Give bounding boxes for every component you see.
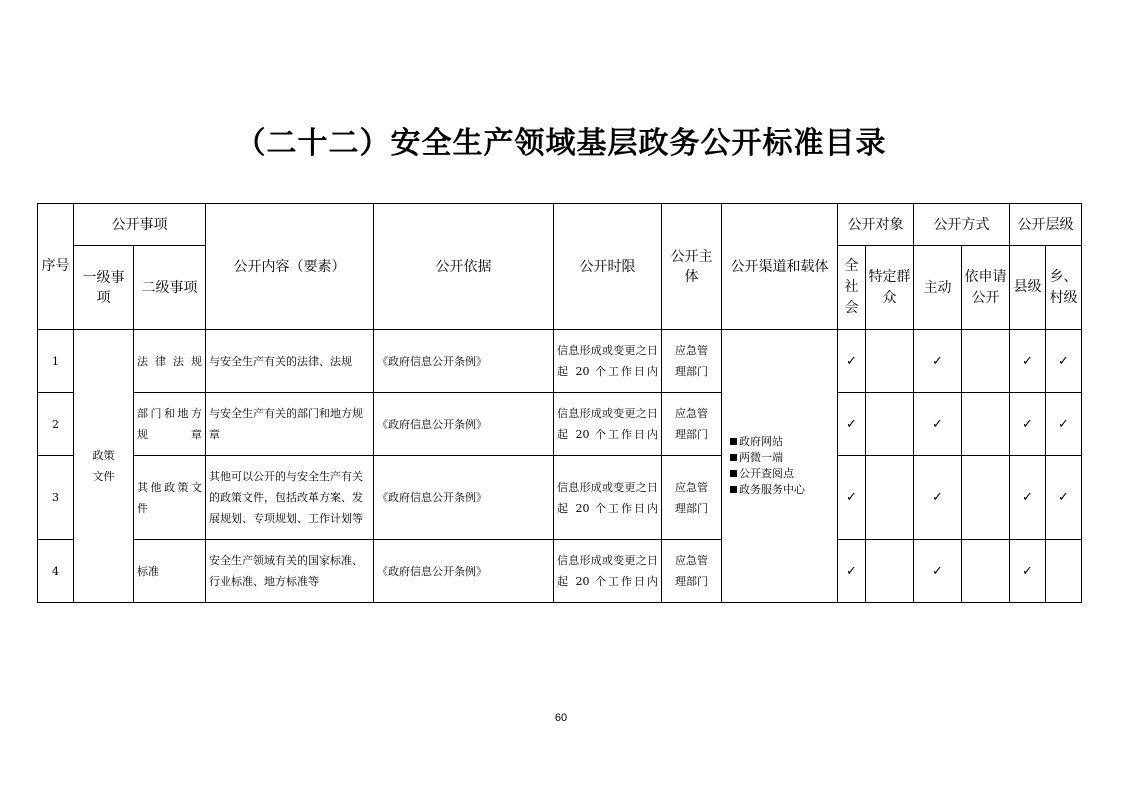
check-whole-society: ✓	[838, 393, 866, 456]
row-content: 其他可以公开的与安全生产有关的政策文件，包括改革方案、发展规划、专项规划、工作计划等	[206, 456, 374, 540]
header-active: 主动	[914, 246, 962, 330]
check-whole-society: ✓	[838, 330, 866, 393]
check-town-village: ✓	[1046, 456, 1082, 540]
row-content: 安全生产领域有关的国家标准、行业标准、地方标准等	[206, 540, 374, 603]
table-row	[38, 456, 1082, 540]
row-level2: 标准	[134, 540, 206, 603]
check-county: ✓	[1010, 456, 1046, 540]
channel-item: 政务服务中心	[730, 482, 834, 498]
row-serial: 4	[38, 540, 74, 603]
square-bullet-icon	[730, 486, 737, 493]
header-level1: 一级事项	[74, 246, 134, 330]
row-time-limit: 信息形成或变更之日起 20 个工作日内	[554, 330, 662, 393]
square-bullet-icon	[730, 438, 737, 445]
header-specific-groups: 特定群众	[866, 246, 914, 330]
row-content: 与安全生产有关的法律、法规	[206, 330, 374, 393]
row-basis: 《政府信息公开条例》	[374, 456, 554, 540]
row-level2: 法律法规	[134, 330, 206, 393]
check-specific-groups	[866, 393, 914, 456]
check-town-village: ✓	[1046, 330, 1082, 393]
row-basis: 《政府信息公开条例》	[374, 330, 554, 393]
header-town-village: 乡、村级	[1046, 246, 1082, 330]
row-serial: 1	[38, 330, 74, 393]
channel-item: 公开查阅点	[730, 466, 834, 482]
channel-cell	[722, 330, 838, 603]
check-whole-society: ✓	[838, 540, 866, 603]
row-time-limit: 信息形成或变更之日起 20 个工作日内	[554, 393, 662, 456]
header-level: 公开层级	[1010, 204, 1082, 246]
check-county: ✓	[1010, 540, 1046, 603]
check-specific-groups	[866, 330, 914, 393]
check-on-request	[962, 540, 1010, 603]
header-content: 公开内容（要素）	[206, 204, 374, 330]
table-row	[38, 540, 1082, 603]
check-active: ✓	[914, 330, 962, 393]
check-active: ✓	[914, 540, 962, 603]
header-method: 公开方式	[914, 204, 1010, 246]
table-row	[38, 330, 1082, 393]
row-subject: 应急管理部门	[662, 330, 722, 393]
row-content: 与安全生产有关的部门和地方规章	[206, 393, 374, 456]
row-basis: 《政府信息公开条例》	[374, 540, 554, 603]
channel-item: 政府网站	[730, 434, 834, 450]
check-specific-groups	[866, 540, 914, 603]
header-audience: 公开对象	[838, 204, 914, 246]
row-basis: 《政府信息公开条例》	[374, 393, 554, 456]
check-on-request	[962, 330, 1010, 393]
row-level2: 部门和地方规章	[134, 393, 206, 456]
header-channel: 公开渠道和载体	[722, 204, 838, 330]
check-specific-groups	[866, 456, 914, 540]
row-serial: 2	[38, 393, 74, 456]
header-matter: 公开事项	[74, 204, 206, 246]
check-active: ✓	[914, 456, 962, 540]
row-time-limit: 信息形成或变更之日起 20 个工作日内	[554, 540, 662, 603]
check-on-request	[962, 456, 1010, 540]
check-county: ✓	[1010, 330, 1046, 393]
header-subject: 公开主体	[662, 204, 722, 330]
header-county: 县级	[1010, 246, 1046, 330]
level1-cell: 政策文件	[74, 330, 134, 603]
disclosure-table	[37, 203, 1082, 603]
header-time-limit: 公开时限	[554, 204, 662, 330]
check-town-village: ✓	[1046, 393, 1082, 456]
page-title: （二十二）安全生产领域基层政务公开标准目录	[235, 126, 887, 161]
row-subject: 应急管理部门	[662, 393, 722, 456]
channel-item: 两微一端	[730, 450, 834, 466]
check-whole-society: ✓	[838, 456, 866, 540]
header-serial: 序号	[38, 204, 74, 330]
row-level2: 其他政策文件	[134, 456, 206, 540]
check-county: ✓	[1010, 393, 1046, 456]
page-number: 60	[554, 712, 568, 724]
row-subject: 应急管理部门	[662, 456, 722, 540]
check-on-request	[962, 393, 1010, 456]
row-serial: 3	[38, 456, 74, 540]
square-bullet-icon	[730, 470, 737, 477]
table-row	[38, 393, 1082, 456]
row-subject: 应急管理部门	[662, 540, 722, 603]
row-time-limit: 信息形成或变更之日起 20 个工作日内	[554, 456, 662, 540]
header-whole-society: 全社会	[838, 246, 866, 330]
square-bullet-icon	[730, 454, 737, 461]
header-basis: 公开依据	[374, 204, 554, 330]
check-town-village	[1046, 540, 1082, 603]
check-active: ✓	[914, 393, 962, 456]
header-level2: 二级事项	[134, 246, 206, 330]
header-on-request: 依申请公开	[962, 246, 1010, 330]
